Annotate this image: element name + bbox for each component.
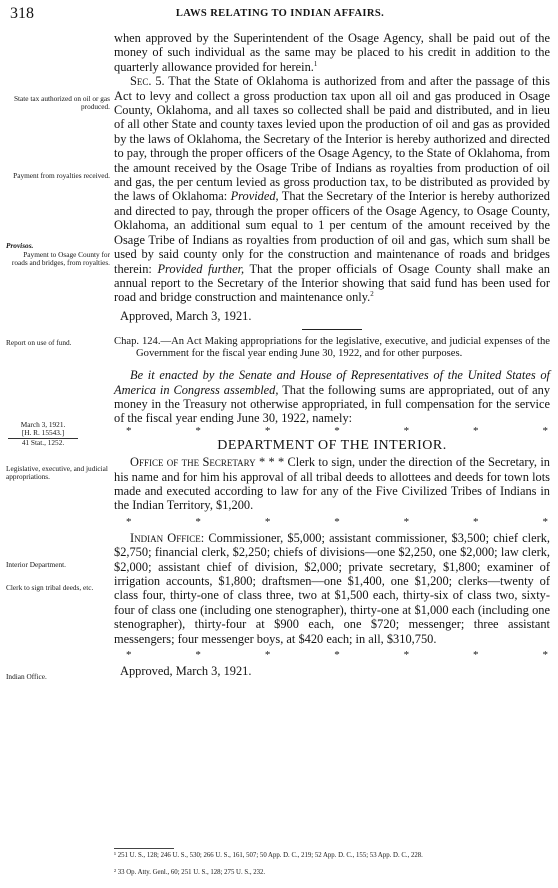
approved-line-2: Approved, March 3, 1921. [120, 664, 252, 679]
margin-note-legislative: Legislative, executive, and judicial appropriations. [6, 464, 108, 481]
margin-note-hr: [H. R. 15543.] [21, 428, 65, 437]
margin-note-payment-county: Payment to Osage County for roads and bridges, from royalties. [11, 250, 110, 267]
main-text-upper [114, 31, 550, 678]
ellipsis-stars-3: * * * * * * * [126, 649, 548, 662]
enacting-clause: Be it enacted by the Senate and House of Representatives of the United States of America in Congress assembled, That the following sums are appropriated, out of any money in the Treasury not otherwise appropriated, in full compensation for the service of the fiscal year ending June 30, 1922, namely: [114, 368, 551, 426]
margin-note-date: March 3, 1921. [20, 420, 66, 429]
paragraph-continuation: when approved by the Superintendent of the Osage Agency, shall be paid out of the money of such individual as the same may be placed to his credit in addition to the quarterly allowance provided for herein.$^1$ [114, 31, 550, 74]
margin-note-interior: Interior Department. [6, 560, 66, 569]
margin-note-payment-royalties: Payment from royalties received. [13, 171, 110, 180]
section-divider [302, 329, 362, 330]
margin-note-state-tax: State tax authorized on oil or gas produced. [13, 94, 110, 111]
margin-note-report: Report on use of fund. [6, 338, 72, 347]
section-label: Sec. 5. [130, 74, 165, 89]
margin-note-clerk: Clerk to sign tribal deeds, etc. [6, 583, 94, 592]
footnote-rule [114, 848, 174, 849]
chapter-heading: Chap. 124.—An Act Making appropriations for the legislative, executive, and judicial expenses of the Government for the fiscal year ending June 30, 1922, and for other purposes. [114, 336, 550, 360]
proviso-label: Provided, [230, 189, 279, 204]
ellipsis-stars-1: * * * * * * * [126, 424, 548, 437]
page-number: 318 [10, 5, 34, 22]
indian-office-paragraph: Indian Office: Commissioner, $5,000; assistant commissioner, $3,500; chief clerk, $2,750; financial clerk, $2,250; chiefs of divisions—one $2,250, one $2,000; law clerk, $2,000; assistant chief of division, $2,000; private secretary, $1,800; examiner of irrigation accounts, $1,800; draftsmen—one $1,400, one $1,200; clerks—twenty of class four, thirty-one of class three, two at $1,500 each, thirty-six of class two, sixty-four of class one (including one stenographer), thirty-one at $1,000 each (including one stenographer), thirty-four at $900 each, one $720; messenger; three assistant messengers; four messenger boys, at $420 each; in all, $310,750. [114, 530, 550, 646]
margin-note-provisos: Provisos. [6, 241, 34, 250]
ellipsis-stars-2: * * * * * * * [126, 515, 548, 528]
footnote-2: ² 33 Op. Atty. Genl., 60; 251 U. S., 128; 275 U. S., 232. [114, 869, 266, 876]
running-title: LAWS RELATING TO INDIAN AFFAIRS. [175, 8, 385, 19]
margin-notes [6, 0, 110, 888]
indian-office-label: Indian Office: [130, 530, 205, 545]
footnote-1: ¹ 251 U. S., 128; 246 U. S., 530; 266 U. S., 161, 507; 50 App. D. C., 219; 52 App. D. C., 155; 53 App. D. C., 228. [114, 852, 423, 859]
office-secretary-label: Office of the Secretary [130, 455, 256, 470]
office-of-secretary-paragraph: Office of the Secretary * * * Clerk to sign, under the direction of the Secretary, in his name and for him his approval of all tribal deeds to allottees and deeds for town lots made and executed according to law for any of the Five Civilized Tribes of Indians in the Indian Territory, $1,200. [114, 455, 550, 513]
footnote-ref-2: 2 [370, 290, 374, 299]
department-heading: DEPARTMENT OF THE INTERIOR. [217, 437, 447, 453]
approved-line-1: Approved, March 3, 1921. [120, 308, 252, 323]
margin-note-indian-office: Indian Office. [6, 672, 47, 681]
proviso-further-label: Provided further, [157, 261, 245, 276]
section-5: Sec. 5. That the State of Oklahoma is authorized from and after the passage of this Act to levy and collect a gross production tax upon all oil and gas produced in Osage County, Oklahoma, and all taxes so collected shall be paid and distributed, and in lieu of all other State and county taxes levied upon the production of oil and gas as provided by the laws of Oklahoma, the Secretary of the Interior is hereby authorized and directed to pay, through the proper officers of the Osage Agency, to the State of Oklahoma, from the amount received by the Osage Tribe of Indians as royalties from production of oil and gas, the per centum levied as gross production tax, to be distributed as provided by the laws of Oklahoma: Provided, That the Secretary of the Interior is hereby authorized and directed to pay, through the proper officers of the Osage Agency, to Osage County, Oklahoma, an additional sum equal to 1 per centum of the amount received by the Osage Tribe of Indians as royalties from production of oil and gas, which sum shall be used by said county only for the construction and maintenance of roads and bridges therein: Provided further, That the proper officials of Osage County shall make an annual report to the Secretary of the Interior showing that said fund has been used for road and bridge construction and maintenance only.$^2$ [114, 74, 551, 305]
margin-note-stat: 41 Stat., 1252. [8, 438, 78, 447]
footnote-ref-1: 1 [313, 59, 318, 68]
